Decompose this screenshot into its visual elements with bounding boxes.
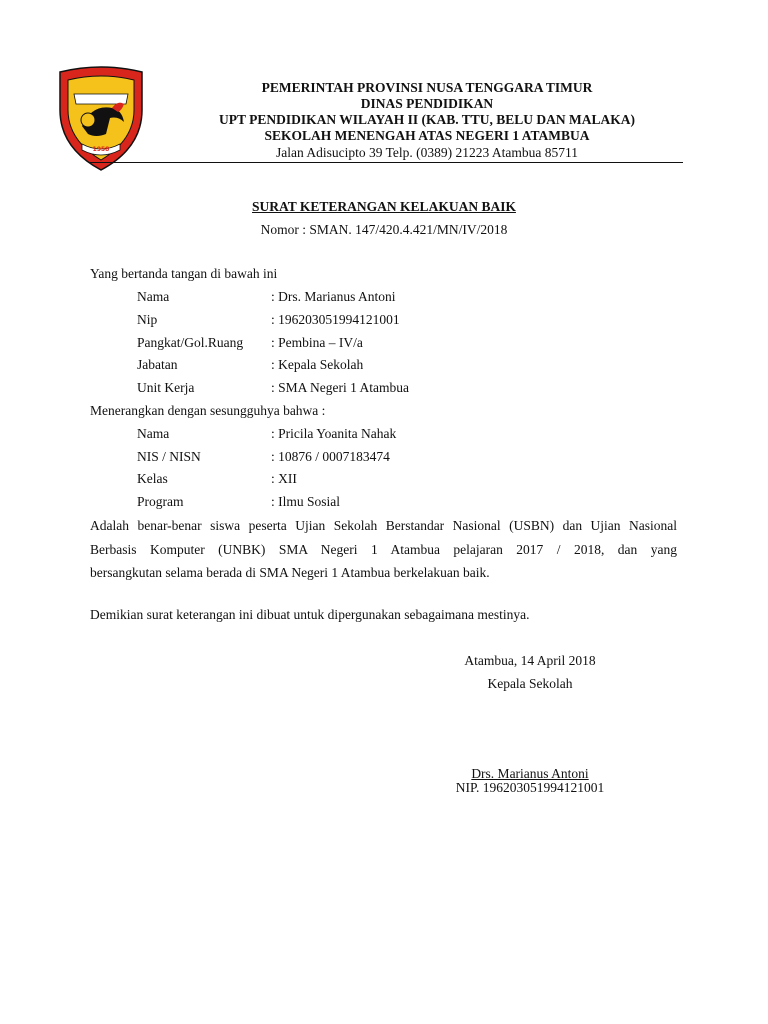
signature-place-date: Atambua, 14 April 2018 — [464, 653, 596, 668]
header-unit: UPT PENDIDIKAN WILAYAH II (KAB. TTU, BELU DAN MALAKA) — [218, 112, 636, 127]
closing-text: Demikian surat keterangan ini dibuat untuk dipergunakan sebagaimana mestinya. — [90, 607, 530, 622]
header-address: Jalan Adisucipto 39 Telp. (0389) 21223 Atambua 85711 — [275, 145, 579, 160]
letter-page: 1958 PEMERINTAH PROVINSI NUSA TENGGARA TIMUR DINAS PENDIDIKAN UPT PENDIDIKAN WILAYAH II (KAB. TTU, BELU DAN MALAKA) SEKOLAH MENENGAH ATAS NEGERI 1 ATAMBUA Jalan Adisucipto 39 Telp. (0389) 21223 Atambua 85711 SURAT KETERANGAN KELAKUAN BAIK Nomor : SMAN. 147/420.4.421/MN/IV/2018 Yang bertanda tangan di bawah ini Nama : Drs. Marianus Antoni Nip : 196203051994121001 Pangkat/Gol.Ruang : Pembina – IV/a Jabatan : Kepala Sekolah Unit Kerja : SMA Negeri 1 Atambua Menerangkan dengan sesungguhya bahwa : Nama : Pricila Yoanita Nahak NIS / NISN : 10876 / 0007183474 Kelas : XII Program : Ilmu Sosial Adalah benar-benar siswa peserta Ujian Sekolah Berstandar Nasional (USBN) dan Ujian Nasional Berbasis Komputer (UNBK) SMA Negeri 1 Atambua pelajaran 2017 / 2018, dan yang bersangkutan selama berada di SMA Negeri 1 Atambua berkelakuan baik. Demikian surat keterangan ini dibuat untuk dipergunakan sebagaimana mestinya. Atambua, 14 April 2018 Kepala Sekolah Drs. Marianus Antoni NIP. 196203051994121001 — [0, 0, 768, 1024]
header-government: PEMERINTAH PROVINSI NUSA TENGGARA TIMUR — [261, 80, 593, 95]
signature-position: Kepala Sekolah — [487, 676, 573, 691]
logo-year: 1958 — [92, 146, 110, 153]
letterhead-divider — [90, 162, 683, 163]
letter-title: SURAT KETERANGAN KELAKUAN BAIK — [252, 199, 516, 214]
declaration-text: Menerangkan dengan sesungguhya bahwa : — [90, 403, 326, 418]
letter-number: Nomor : SMAN. 147/420.4.421/MN/IV/2018 — [260, 222, 508, 237]
intro-text: Yang bertanda tangan di bawah ini — [90, 266, 278, 281]
letterhead — [92, 80, 762, 161]
header-department: DINAS PENDIDIKAN — [360, 96, 494, 111]
body-paragraph: Adalah benar-benar siswa peserta Ujian Sekolah Berstandar Nasional (USBN) dan Ujian Nasional Berbasis Komputer (UNBK) SMA Negeri 1 Atambua pelajaran 2017 / 2018, dan yang bersangkutan selama berada di SMA Negeri 1 Atambua berkelakuan baik. — [90, 518, 677, 580]
signature-nip: NIP. 196203051994121001 — [455, 780, 605, 795]
signature-name: Drs. Marianus Antoni — [471, 766, 589, 781]
header-school: SEKOLAH MENENGAH ATAS NEGERI 1 ATAMBUA — [264, 128, 590, 143]
